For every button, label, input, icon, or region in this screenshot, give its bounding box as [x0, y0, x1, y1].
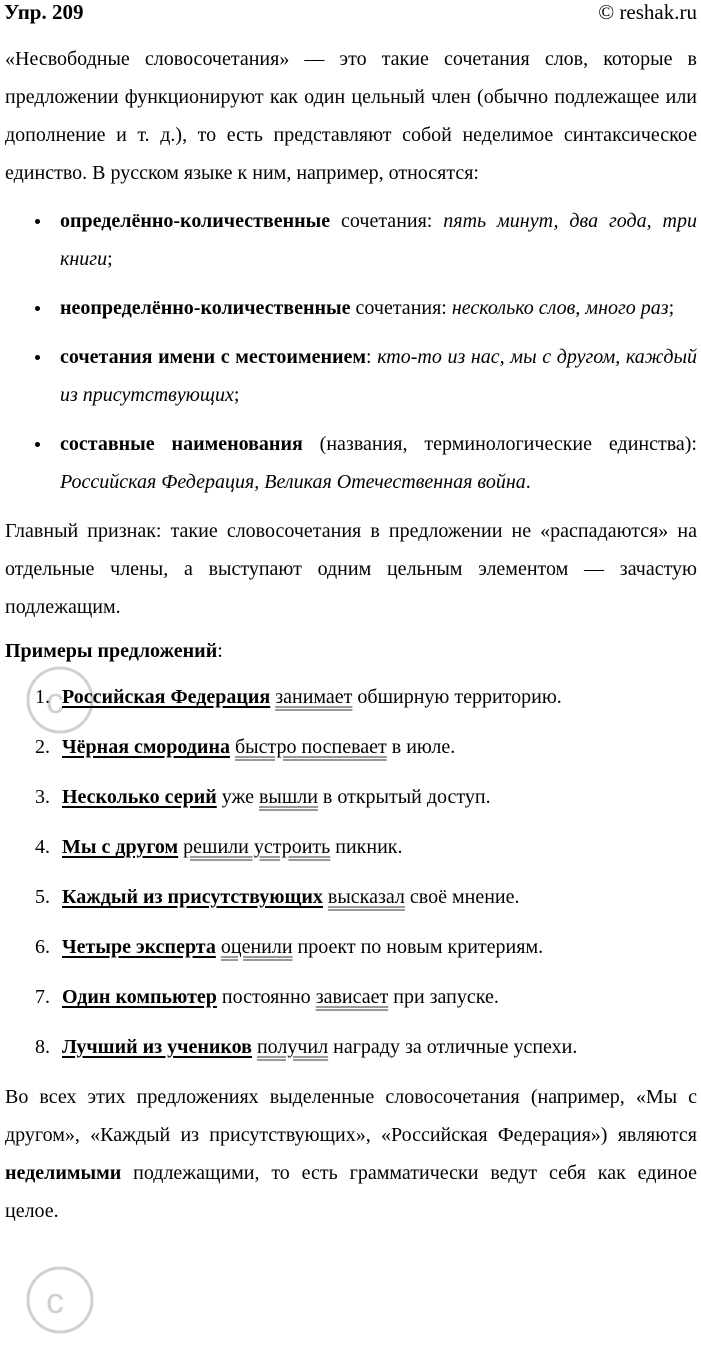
list-item — [5, 202, 697, 278]
example-sentence — [5, 878, 697, 916]
bold-text: составные наименования — [60, 433, 303, 455]
subject: Несколько серий — [62, 786, 217, 808]
subject: Российская Федерация — [62, 686, 271, 708]
text: обширную территорию. — [352, 686, 562, 708]
text: Во всех этих предложениях выделенные словосочетания (например, «Мы с другом», «Каждый из присутствующих», «Российская Федерация») являются — [5, 1086, 697, 1146]
text: при запуске. — [388, 986, 499, 1008]
bold-text: сочетания имени с местоимением — [60, 346, 367, 368]
predicate: решили устроить — [183, 836, 331, 858]
item-number: 5. — [35, 886, 50, 908]
examples-heading — [5, 632, 697, 670]
item-number: 4. — [35, 836, 50, 858]
predicate: получил — [256, 1036, 329, 1058]
item-number: 2. — [35, 736, 50, 758]
examples-list — [5, 678, 697, 1066]
watermark-logo — [0, 1215, 150, 1365]
text: сочетания: — [330, 210, 444, 232]
example-sentence — [5, 1028, 697, 1066]
text: постоянно — [216, 986, 316, 1008]
example-sentence — [5, 828, 697, 866]
text: ; — [107, 248, 113, 270]
svg-text:c: c — [46, 680, 64, 721]
bold-text: неделимыми — [5, 1162, 122, 1184]
item-number: 1. — [35, 686, 50, 708]
text: в открытый доступ. — [317, 786, 491, 808]
text: проект по новым критериям. — [292, 936, 544, 958]
text: награду за отличные успехи. — [328, 1036, 578, 1058]
predicate: зависает — [315, 986, 389, 1008]
subject: Лучший из учеников — [62, 1036, 252, 1058]
text: уже — [216, 786, 259, 808]
example-sentence — [5, 928, 697, 966]
text: ; — [233, 384, 240, 406]
main-sign-paragraph: Главный признак: такие словосочетания в предложении не «распадаются» на отдельные члены, а выступают одним цельным элементом — зачастую подлежащим. — [5, 520, 697, 618]
combination-types-list — [5, 202, 697, 501]
item-number: 8. — [35, 1036, 50, 1058]
intro-paragraph: «Несвободные словосочетания» — это такие сочетания слов, которые в предложении функционируют как один цельный член (обычно подлежащее или дополнение и т. д.), то есть представляют собой неделимое синтаксическое единство. В русском языке к ним, например, относятся: — [5, 48, 697, 184]
example-sentence — [5, 728, 697, 766]
list-item — [5, 289, 697, 327]
text: : — [217, 640, 223, 662]
subject: Чёрная смородина — [62, 736, 230, 758]
conclusion-paragraph — [5, 1078, 697, 1230]
text: подлежащими, то есть грамматически ведут себя как единое целое. — [5, 1162, 697, 1222]
bold-text: Примеры предложений — [5, 640, 218, 662]
subject: Каждый из присутствующих — [62, 886, 323, 908]
predicate: высказал — [327, 886, 405, 908]
bold-text: неопределённо-количественные — [60, 297, 351, 319]
exercise-title: Упр. 209 — [4, 0, 84, 24]
text: . — [525, 471, 531, 493]
bold-text: определённо-количественные — [60, 210, 331, 232]
document-body — [0, 40, 701, 1230]
item-number: 3. — [35, 786, 50, 808]
example-sentence — [5, 978, 697, 1016]
list-item — [5, 338, 697, 414]
text: своё мнение. — [404, 886, 520, 908]
text: ; — [668, 297, 675, 319]
text: в июле. — [386, 736, 456, 758]
italic-text: пять минут, два года, три книги — [60, 210, 697, 270]
example-sentence — [5, 778, 697, 816]
text: сочетания: — [350, 297, 452, 319]
italic-text: несколько слов, много раз — [451, 297, 669, 319]
text: : — [366, 346, 378, 368]
svg-text:c: c — [46, 1280, 64, 1321]
predicate: быстро поспевает — [234, 736, 387, 758]
subject: Четыре эксперта — [62, 936, 216, 958]
subject: Один компьютер — [62, 986, 217, 1008]
item-number: 6. — [35, 936, 50, 958]
text: (названия, терминологические единства): — [302, 433, 697, 455]
copyright: © reshak.ru — [598, 0, 697, 24]
subject: Мы с другом — [62, 836, 179, 858]
italic-text: кто-то из нас, мы с другом, каждый из присутствующих — [60, 346, 697, 406]
predicate: занимает — [275, 686, 353, 708]
predicate: вышли — [258, 786, 318, 808]
list-item — [5, 425, 697, 501]
item-number: 7. — [35, 986, 50, 1008]
example-sentence — [5, 678, 697, 716]
header — [0, 0, 701, 40]
predicate: оценили — [220, 936, 293, 958]
italic-text: Российская Федерация, Великая Отечественная война — [60, 471, 526, 493]
text: пикник. — [330, 836, 403, 858]
